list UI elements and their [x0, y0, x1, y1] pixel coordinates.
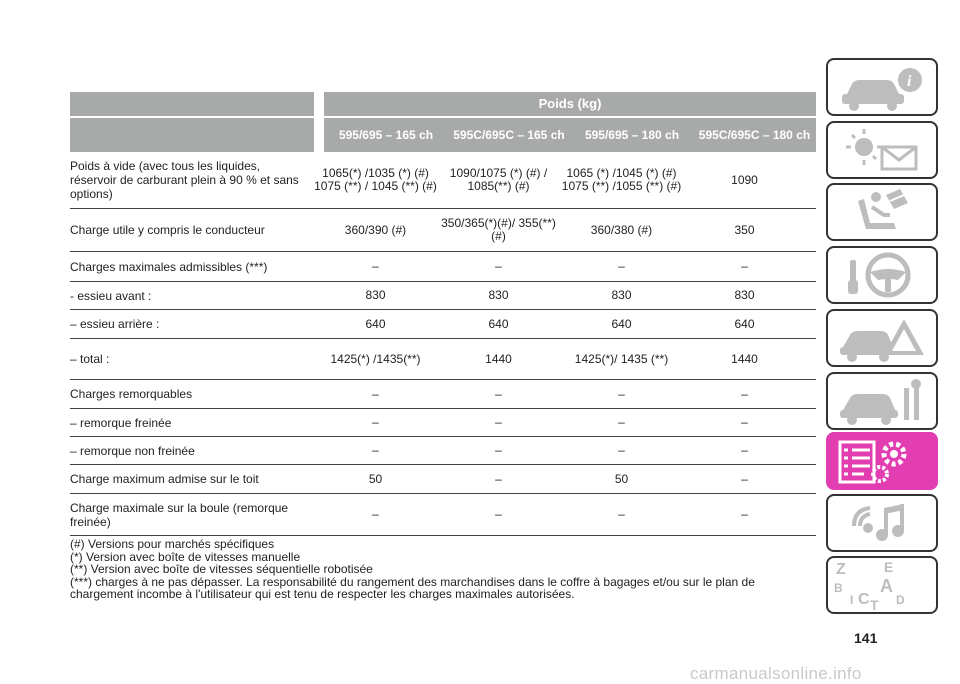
- warning-lights-icon: [828, 123, 936, 177]
- table-row: [70, 152, 816, 209]
- cell-value: 1425(*)/ 1435 (**): [574, 351, 669, 366]
- cell-value: 50: [368, 471, 383, 486]
- cell-value: –: [495, 415, 502, 429]
- tab-alphabetical-index[interactable]: [826, 556, 938, 614]
- cell-value: 830: [734, 288, 755, 302]
- table-header-row: [70, 92, 816, 116]
- cell-value: 360/390 (#): [344, 222, 407, 237]
- header-blank-cell: [70, 118, 314, 152]
- cell-value: –: [495, 443, 502, 457]
- row-label: Charge maximum admise sur le toit: [70, 472, 259, 486]
- svg-text:i: i: [907, 73, 912, 90]
- column-header: 595/695 – 165 ch: [324, 118, 448, 152]
- footnote: (***) charges à ne pas dépasser. La responsabilité du rangement des marchandises dans le coffre à bagages et/ou sur le plan de chargement incombe à l'utilisateur qui est tenu de respecter les charges maximales autorisées.: [70, 574, 755, 601]
- table-row: [70, 282, 816, 310]
- table-row: [70, 252, 816, 282]
- cell-value: –: [618, 259, 625, 273]
- index-letter: Z: [836, 561, 846, 578]
- table-row: [70, 380, 816, 409]
- row-label: Charge utile y compris le conducteur: [70, 223, 265, 237]
- index-letter: E: [884, 559, 894, 575]
- weights-table: [70, 92, 816, 601]
- cell-value: –: [372, 443, 379, 457]
- cell-value: –: [618, 415, 625, 429]
- footnote: (**) Version avec boîte de vitesses séquentielle robotisée: [70, 562, 373, 576]
- cell-value: 350: [734, 222, 755, 237]
- row-label: - essieu avant :: [70, 288, 152, 303]
- row-label: Poids à vide (avec tous les liquides, réservoir de carburant plein à 90 % et sans options): [70, 159, 299, 201]
- cell-value: 1090/1075 (*) (#) / 1085(**) (#): [449, 166, 548, 193]
- tab-car-breakdown[interactable]: [826, 309, 938, 367]
- car-maintenance-icon: [828, 374, 936, 428]
- row-label: – total :: [70, 352, 110, 366]
- cell-value: 1425(*) /1435(**): [330, 351, 421, 366]
- cell-value: –: [741, 386, 748, 401]
- tab-multimedia[interactable]: [826, 494, 938, 552]
- index-letter: I: [850, 593, 854, 607]
- tab-car-info[interactable]: [826, 58, 938, 116]
- tab-airbag-seat[interactable]: [826, 183, 938, 241]
- table-row: [70, 310, 816, 339]
- column-header: 595/695 – 180 ch: [570, 118, 694, 152]
- multimedia-icon: [828, 496, 936, 550]
- index-letter: C: [858, 591, 870, 608]
- footnote: (*) Version avec boîte de vitesses manuelle: [70, 549, 301, 564]
- table-row: [70, 465, 816, 494]
- watermark: carmanualsonline.info: [690, 664, 862, 683]
- cell-value: –: [372, 507, 379, 521]
- cell-value: –: [372, 415, 379, 429]
- table-row: [70, 339, 816, 380]
- row-label: Charges remorquables: [70, 387, 193, 401]
- cell-value: 1440: [731, 351, 758, 366]
- steering-wheel-icon: [828, 248, 936, 302]
- car-info-icon: [828, 60, 936, 114]
- page-number: 141: [854, 630, 878, 646]
- cell-value: –: [618, 507, 625, 521]
- cell-value: –: [495, 507, 502, 521]
- table-row: [70, 494, 816, 536]
- technical-data-icon: [828, 434, 936, 488]
- index-letter: T: [870, 597, 879, 612]
- cell-value: –: [618, 386, 625, 401]
- index-letter: D: [896, 593, 905, 607]
- row-label: Charges maximales admissibles (***): [70, 259, 268, 274]
- column-header: 595C/695C – 180 ch: [693, 118, 816, 152]
- index-letter: B: [834, 581, 843, 595]
- cell-value: 1065(*) /1035 (*) (#) 1075 (**) / 1045 (**) (#): [314, 166, 437, 193]
- table-row: [70, 209, 816, 252]
- cell-value: –: [618, 443, 625, 457]
- alphabetical-index-icon: [828, 558, 936, 612]
- cell-value: –: [495, 386, 502, 401]
- cell-value: –: [741, 507, 748, 521]
- cell-value: 350/365(*)(#)/ 355(**) (#): [441, 216, 556, 243]
- cell-value: –: [495, 471, 502, 486]
- table-footnotes: [70, 538, 816, 601]
- cell-value: 640: [734, 316, 755, 331]
- cell-value: –: [372, 259, 379, 273]
- tab-car-maintenance[interactable]: [826, 372, 938, 430]
- cell-value: –: [741, 415, 748, 429]
- column-header-row: [70, 118, 816, 152]
- cell-value: 1090: [731, 172, 758, 187]
- column-header: 595C/695C – 165 ch: [447, 118, 571, 152]
- cell-value: 640: [611, 316, 632, 331]
- index-letter: A: [880, 576, 893, 596]
- cell-value: 830: [611, 288, 632, 302]
- table-row: [70, 437, 816, 465]
- row-label: Charge maximale sur la boule (remorque freinée): [70, 500, 289, 529]
- cell-value: –: [372, 386, 379, 401]
- tab-steering-wheel[interactable]: [826, 246, 938, 304]
- row-label: – essieu arrière :: [70, 317, 160, 331]
- row-label: – remorque freinée: [70, 415, 172, 430]
- header-blank-cell: [70, 92, 314, 116]
- cell-value: 360/380 (#): [590, 222, 653, 237]
- cell-value: 1440: [485, 351, 512, 366]
- cell-value: –: [741, 443, 748, 457]
- row-label: – remorque non freinée: [70, 443, 195, 458]
- car-breakdown-icon: [828, 311, 936, 365]
- cell-value: 830: [365, 288, 386, 302]
- cell-value: 640: [365, 316, 386, 331]
- cell-value: –: [741, 259, 748, 273]
- table-row: [70, 409, 816, 437]
- cell-value: 1065 (*) /1045 (*) (#) 1075 (**) /1055 (**) (#): [561, 166, 682, 193]
- tab-warning-lights[interactable]: [826, 121, 938, 179]
- cell-value: –: [741, 471, 748, 486]
- airbag-seat-icon: [828, 185, 936, 239]
- cell-value: 50: [614, 471, 629, 486]
- cell-value: –: [495, 259, 502, 273]
- footnote: (#) Versions pour marchés spécifiques: [70, 537, 275, 551]
- tab-technical-data[interactable]: [826, 432, 938, 490]
- cell-value: 830: [488, 288, 509, 302]
- cell-value: 640: [488, 316, 509, 331]
- table-title: Poids (kg): [324, 92, 816, 116]
